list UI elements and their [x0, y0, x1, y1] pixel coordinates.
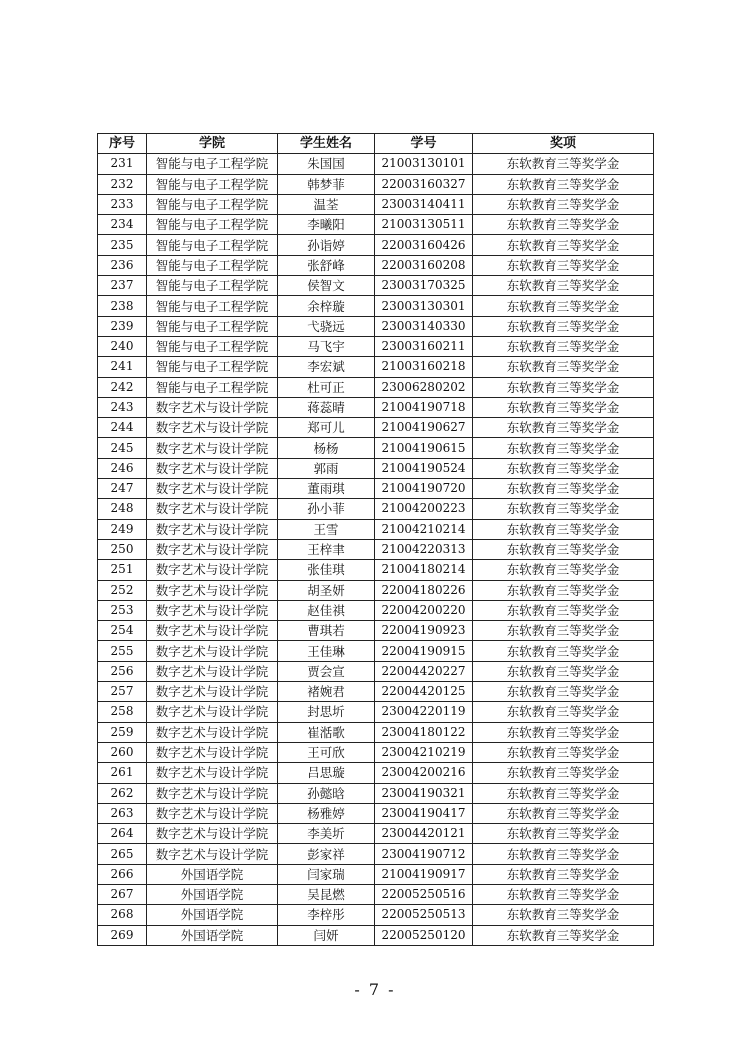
- cell-student-name: 李曦阳: [278, 215, 375, 235]
- cell-college: 智能与电子工程学院: [147, 276, 278, 296]
- cell-college: 数字艺术与设计学院: [147, 722, 278, 742]
- cell-award: 东软教育三等奖学金: [473, 702, 654, 722]
- cell-student-name: 杨杨: [278, 438, 375, 458]
- cell-college: 智能与电子工程学院: [147, 215, 278, 235]
- cell-college: 数字艺术与设计学院: [147, 682, 278, 702]
- table-row: [98, 519, 654, 539]
- cell-award: 东软教育三等奖学金: [473, 763, 654, 783]
- cell-student-id: 21004190615: [375, 438, 473, 458]
- cell-student-id: 23004210219: [375, 742, 473, 762]
- cell-college: 智能与电子工程学院: [147, 296, 278, 316]
- cell-student-id: 21003130101: [375, 154, 473, 174]
- cell-student-id: 22004420125: [375, 682, 473, 702]
- cell-student-name: 王佳琳: [278, 641, 375, 661]
- cell-student-id: 21003160218: [375, 357, 473, 377]
- cell-college: 数字艺术与设计学院: [147, 600, 278, 620]
- cell-index: 252: [98, 580, 147, 600]
- cell-award: 东软教育三等奖学金: [473, 499, 654, 519]
- cell-college: 数字艺术与设计学院: [147, 418, 278, 438]
- cell-college: 数字艺术与设计学院: [147, 844, 278, 864]
- cell-student-id: 21004200223: [375, 499, 473, 519]
- cell-award: 东软教育三等奖学金: [473, 641, 654, 661]
- cell-index: 267: [98, 884, 147, 904]
- table-row: [98, 742, 654, 762]
- cell-student-name: 杜可正: [278, 377, 375, 397]
- table-row: [98, 397, 654, 417]
- cell-student-id: 23003160211: [375, 336, 473, 356]
- cell-student-id: 23003130301: [375, 296, 473, 316]
- cell-student-name: 吴昆燃: [278, 884, 375, 904]
- table-row: [98, 682, 654, 702]
- cell-college: 数字艺术与设计学院: [147, 560, 278, 580]
- cell-student-name: 弋骁远: [278, 316, 375, 336]
- cell-index: 244: [98, 418, 147, 438]
- cell-index: 268: [98, 905, 147, 925]
- cell-student-name: 余梓璇: [278, 296, 375, 316]
- cell-college: 数字艺术与设计学院: [147, 824, 278, 844]
- cell-award: 东软教育三等奖学金: [473, 357, 654, 377]
- cell-student-id: 23003170325: [375, 276, 473, 296]
- table-row: [98, 276, 654, 296]
- table-row: [98, 438, 654, 458]
- cell-index: 265: [98, 844, 147, 864]
- cell-student-name: 马飞宇: [278, 336, 375, 356]
- header-index: 序号: [98, 134, 147, 154]
- table-row: [98, 824, 654, 844]
- cell-student-id: 21004190720: [375, 479, 473, 499]
- cell-college: 数字艺术与设计学院: [147, 783, 278, 803]
- cell-award: 东软教育三等奖学金: [473, 458, 654, 478]
- cell-student-id: 22004190915: [375, 641, 473, 661]
- cell-student-name: 褚婉君: [278, 682, 375, 702]
- cell-index: 256: [98, 661, 147, 681]
- cell-college: 智能与电子工程学院: [147, 377, 278, 397]
- cell-index: 239: [98, 316, 147, 336]
- cell-award: 东软教育三等奖学金: [473, 255, 654, 275]
- cell-award: 东软教育三等奖学金: [473, 235, 654, 255]
- table-row: [98, 255, 654, 275]
- cell-college: 智能与电子工程学院: [147, 357, 278, 377]
- cell-student-id: 23004420121: [375, 824, 473, 844]
- table-row: [98, 702, 654, 722]
- cell-award: 东软教育三等奖学金: [473, 215, 654, 235]
- cell-student-name: 贾会宣: [278, 661, 375, 681]
- cell-award: 东软教育三等奖学金: [473, 864, 654, 884]
- cell-college: 外国语学院: [147, 925, 278, 945]
- cell-award: 东软教育三等奖学金: [473, 174, 654, 194]
- cell-award: 东软教育三等奖学金: [473, 560, 654, 580]
- table-row: [98, 580, 654, 600]
- cell-award: 东软教育三等奖学金: [473, 580, 654, 600]
- cell-college: 智能与电子工程学院: [147, 336, 278, 356]
- table-row: [98, 803, 654, 823]
- page-number: - 7 -: [354, 980, 396, 999]
- cell-award: 东软教育三等奖学金: [473, 925, 654, 945]
- cell-student-name: 闫妍: [278, 925, 375, 945]
- cell-index: 245: [98, 438, 147, 458]
- table-row: [98, 174, 654, 194]
- cell-index: 258: [98, 702, 147, 722]
- table-row: [98, 864, 654, 884]
- cell-award: 东软教育三等奖学金: [473, 336, 654, 356]
- header-college: 学院: [147, 134, 278, 154]
- cell-college: 智能与电子工程学院: [147, 316, 278, 336]
- table-row: [98, 600, 654, 620]
- cell-index: 262: [98, 783, 147, 803]
- table-row: [98, 539, 654, 559]
- cell-student-id: 23004190417: [375, 803, 473, 823]
- cell-student-id: 21004180214: [375, 560, 473, 580]
- cell-college: 数字艺术与设计学院: [147, 499, 278, 519]
- cell-college: 外国语学院: [147, 864, 278, 884]
- cell-college: 智能与电子工程学院: [147, 255, 278, 275]
- cell-student-name: 孙懿晗: [278, 783, 375, 803]
- cell-index: 266: [98, 864, 147, 884]
- cell-college: 数字艺术与设计学院: [147, 397, 278, 417]
- cell-index: 238: [98, 296, 147, 316]
- cell-student-id: 22005250120: [375, 925, 473, 945]
- cell-student-id: 21004190718: [375, 397, 473, 417]
- cell-award: 东软教育三等奖学金: [473, 438, 654, 458]
- table-row: [98, 661, 654, 681]
- cell-student-name: 蒋蕊晴: [278, 397, 375, 417]
- cell-index: 263: [98, 803, 147, 823]
- cell-college: 数字艺术与设计学院: [147, 763, 278, 783]
- cell-student-name: 郭雨: [278, 458, 375, 478]
- table-row: [98, 458, 654, 478]
- table-row: [98, 215, 654, 235]
- cell-index: 246: [98, 458, 147, 478]
- table-row: [98, 499, 654, 519]
- cell-student-id: 22005250516: [375, 884, 473, 904]
- cell-index: 243: [98, 397, 147, 417]
- cell-student-name: 孙诣婷: [278, 235, 375, 255]
- cell-student-id: 22003160426: [375, 235, 473, 255]
- cell-index: 249: [98, 519, 147, 539]
- cell-student-name: 郑可儿: [278, 418, 375, 438]
- cell-index: 242: [98, 377, 147, 397]
- cell-award: 东软教育三等奖学金: [473, 844, 654, 864]
- cell-index: 234: [98, 215, 147, 235]
- table-row: [98, 641, 654, 661]
- cell-student-id: 22004180226: [375, 580, 473, 600]
- cell-student-id: 22004200220: [375, 600, 473, 620]
- cell-index: 236: [98, 255, 147, 275]
- cell-college: 数字艺术与设计学院: [147, 539, 278, 559]
- cell-student-name: 王雪: [278, 519, 375, 539]
- cell-student-id: 21004190627: [375, 418, 473, 438]
- cell-student-name: 吕思璇: [278, 763, 375, 783]
- cell-award: 东软教育三等奖学金: [473, 519, 654, 539]
- cell-index: 247: [98, 479, 147, 499]
- table-row: [98, 154, 654, 174]
- cell-award: 东软教育三等奖学金: [473, 418, 654, 438]
- cell-student-name: 彭家祥: [278, 844, 375, 864]
- cell-award: 东软教育三等奖学金: [473, 600, 654, 620]
- cell-college: 智能与电子工程学院: [147, 235, 278, 255]
- cell-student-name: 崔湉歌: [278, 722, 375, 742]
- cell-award: 东软教育三等奖学金: [473, 539, 654, 559]
- cell-student-name: 杨雅婷: [278, 803, 375, 823]
- table-row: [98, 783, 654, 803]
- table-row: [98, 722, 654, 742]
- cell-student-name: 温荃: [278, 194, 375, 214]
- table-header-row: [98, 134, 654, 154]
- cell-student-id: 21004190524: [375, 458, 473, 478]
- cell-student-id: 23006280202: [375, 377, 473, 397]
- cell-award: 东软教育三等奖学金: [473, 661, 654, 681]
- cell-award: 东软教育三等奖学金: [473, 682, 654, 702]
- table-row: [98, 925, 654, 945]
- table-row: [98, 357, 654, 377]
- table-body: [98, 154, 654, 946]
- cell-student-id: 21003130511: [375, 215, 473, 235]
- cell-award: 东软教育三等奖学金: [473, 296, 654, 316]
- cell-index: 269: [98, 925, 147, 945]
- cell-index: 260: [98, 742, 147, 762]
- cell-award: 东软教育三等奖学金: [473, 803, 654, 823]
- cell-index: 237: [98, 276, 147, 296]
- cell-student-name: 李宏斌: [278, 357, 375, 377]
- cell-college: 数字艺术与设计学院: [147, 641, 278, 661]
- cell-college: 数字艺术与设计学院: [147, 621, 278, 641]
- cell-index: 232: [98, 174, 147, 194]
- cell-student-name: 王梓聿: [278, 539, 375, 559]
- cell-student-id: 23004200216: [375, 763, 473, 783]
- cell-student-name: 孙小菲: [278, 499, 375, 519]
- cell-student-id: 22003160327: [375, 174, 473, 194]
- cell-student-id: 23004220119: [375, 702, 473, 722]
- table-row: [98, 884, 654, 904]
- cell-student-name: 侯智文: [278, 276, 375, 296]
- cell-student-name: 王可欣: [278, 742, 375, 762]
- cell-index: 257: [98, 682, 147, 702]
- cell-student-name: 张佳琪: [278, 560, 375, 580]
- cell-student-id: 23003140330: [375, 316, 473, 336]
- cell-college: 外国语学院: [147, 884, 278, 904]
- cell-award: 东软教育三等奖学金: [473, 276, 654, 296]
- cell-index: 241: [98, 357, 147, 377]
- cell-student-id: 23004180122: [375, 722, 473, 742]
- cell-college: 数字艺术与设计学院: [147, 661, 278, 681]
- scholarship-table: [97, 133, 654, 946]
- header-award: 奖项: [473, 134, 654, 154]
- cell-college: 数字艺术与设计学院: [147, 519, 278, 539]
- cell-award: 东软教育三等奖学金: [473, 824, 654, 844]
- cell-student-id: 22003160208: [375, 255, 473, 275]
- cell-index: 255: [98, 641, 147, 661]
- cell-student-name: 闫家瑞: [278, 864, 375, 884]
- cell-award: 东软教育三等奖学金: [473, 397, 654, 417]
- cell-student-id: 21004220313: [375, 539, 473, 559]
- cell-award: 东软教育三等奖学金: [473, 884, 654, 904]
- cell-award: 东软教育三等奖学金: [473, 621, 654, 641]
- cell-student-name: 李美圻: [278, 824, 375, 844]
- cell-award: 东软教育三等奖学金: [473, 377, 654, 397]
- table-row: [98, 336, 654, 356]
- cell-award: 东软教育三等奖学金: [473, 316, 654, 336]
- cell-index: 248: [98, 499, 147, 519]
- cell-student-id: 22005250513: [375, 905, 473, 925]
- cell-index: 253: [98, 600, 147, 620]
- cell-student-id: 23003140411: [375, 194, 473, 214]
- cell-student-name: 曹琪若: [278, 621, 375, 641]
- cell-award: 东软教育三等奖学金: [473, 742, 654, 762]
- cell-award: 东软教育三等奖学金: [473, 194, 654, 214]
- cell-college: 数字艺术与设计学院: [147, 803, 278, 823]
- table-row: [98, 296, 654, 316]
- cell-college: 数字艺术与设计学院: [147, 458, 278, 478]
- table-row: [98, 316, 654, 336]
- cell-student-name: 朱国国: [278, 154, 375, 174]
- cell-college: 智能与电子工程学院: [147, 154, 278, 174]
- cell-college: 数字艺术与设计学院: [147, 438, 278, 458]
- cell-award: 东软教育三等奖学金: [473, 722, 654, 742]
- table-row: [98, 621, 654, 641]
- cell-student-name: 李梓彤: [278, 905, 375, 925]
- cell-index: 264: [98, 824, 147, 844]
- table-row: [98, 418, 654, 438]
- table-row: [98, 479, 654, 499]
- table-row: [98, 763, 654, 783]
- cell-college: 数字艺术与设计学院: [147, 702, 278, 722]
- cell-index: 240: [98, 336, 147, 356]
- table-row: [98, 844, 654, 864]
- cell-student-name: 张舒峰: [278, 255, 375, 275]
- cell-college: 外国语学院: [147, 905, 278, 925]
- header-student-name: 学生姓名: [278, 134, 375, 154]
- cell-index: 231: [98, 154, 147, 174]
- cell-index: 259: [98, 722, 147, 742]
- cell-index: 250: [98, 539, 147, 559]
- cell-student-id: 23004190712: [375, 844, 473, 864]
- cell-student-id: 23004190321: [375, 783, 473, 803]
- table-row: [98, 560, 654, 580]
- table-row: [98, 235, 654, 255]
- cell-student-name: 胡圣妍: [278, 580, 375, 600]
- cell-college: 数字艺术与设计学院: [147, 479, 278, 499]
- cell-student-id: 22004420227: [375, 661, 473, 681]
- cell-college: 智能与电子工程学院: [147, 194, 278, 214]
- cell-award: 东软教育三等奖学金: [473, 154, 654, 174]
- table-row: [98, 377, 654, 397]
- cell-student-id: 22004190923: [375, 621, 473, 641]
- cell-index: 235: [98, 235, 147, 255]
- cell-college: 智能与电子工程学院: [147, 174, 278, 194]
- cell-index: 251: [98, 560, 147, 580]
- cell-student-name: 封思圻: [278, 702, 375, 722]
- cell-college: 数字艺术与设计学院: [147, 580, 278, 600]
- cell-student-id: 21004190917: [375, 864, 473, 884]
- cell-index: 261: [98, 763, 147, 783]
- cell-index: 254: [98, 621, 147, 641]
- cell-index: 233: [98, 194, 147, 214]
- cell-award: 东软教育三等奖学金: [473, 783, 654, 803]
- header-student-id: 学号: [375, 134, 473, 154]
- cell-student-name: 赵佳祺: [278, 600, 375, 620]
- cell-college: 数字艺术与设计学院: [147, 742, 278, 762]
- cell-award: 东软教育三等奖学金: [473, 905, 654, 925]
- cell-student-name: 韩梦菲: [278, 174, 375, 194]
- table-row: [98, 194, 654, 214]
- cell-student-name: 董雨琪: [278, 479, 375, 499]
- cell-student-id: 21004210214: [375, 519, 473, 539]
- table-row: [98, 905, 654, 925]
- cell-award: 东软教育三等奖学金: [473, 479, 654, 499]
